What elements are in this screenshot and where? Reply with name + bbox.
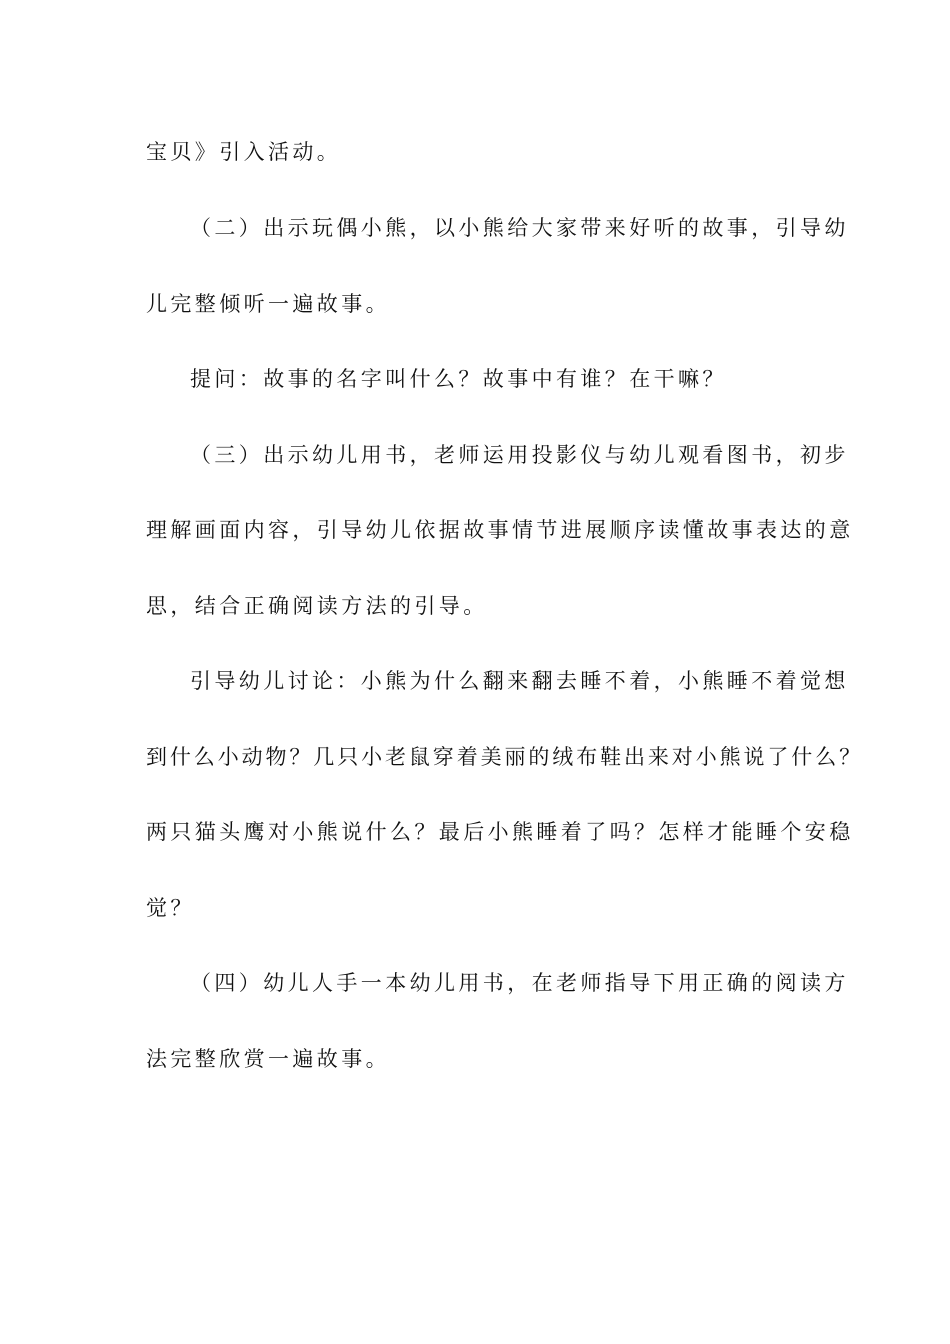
text-line: 法完整欣赏一遍故事。 xyxy=(146,1047,390,1071)
text-line: （四）幼儿人手一本幼儿用书，在老师指导下用正确的阅读方 xyxy=(190,971,849,995)
text-line: 到什么小动物？几只小老鼠穿着美丽的绒布鞋出来对小熊说了什么？ xyxy=(146,745,863,769)
text-line: 提问：故事的名字叫什么？故事中有谁？在干嘛？ xyxy=(190,367,727,391)
text-line: 引导幼儿讨论：小熊为什么翻来翻去睡不着，小熊睡不着觉想 xyxy=(190,669,849,693)
text-line: 思，结合正确阅读方法的引导。 xyxy=(146,594,488,618)
text-line: （三）出示幼儿用书，老师运用投影仪与幼儿观看图书，初步 xyxy=(190,443,849,467)
text-line: 理解画面内容，引导幼儿依据故事情节进展顺序读懂故事表达的意 xyxy=(146,518,854,542)
text-line: 宝贝》引入活动。 xyxy=(146,140,342,164)
text-line: 两只猫头鹰对小熊说什么？最后小熊睡着了吗？怎样才能睡个安稳 xyxy=(146,820,854,844)
text-line: （二）出示玩偶小熊，以小熊给大家带来好听的故事，引导幼 xyxy=(190,216,849,240)
text-line: 觉？ xyxy=(146,896,195,920)
text-line: 儿完整倾听一遍故事。 xyxy=(146,292,390,316)
